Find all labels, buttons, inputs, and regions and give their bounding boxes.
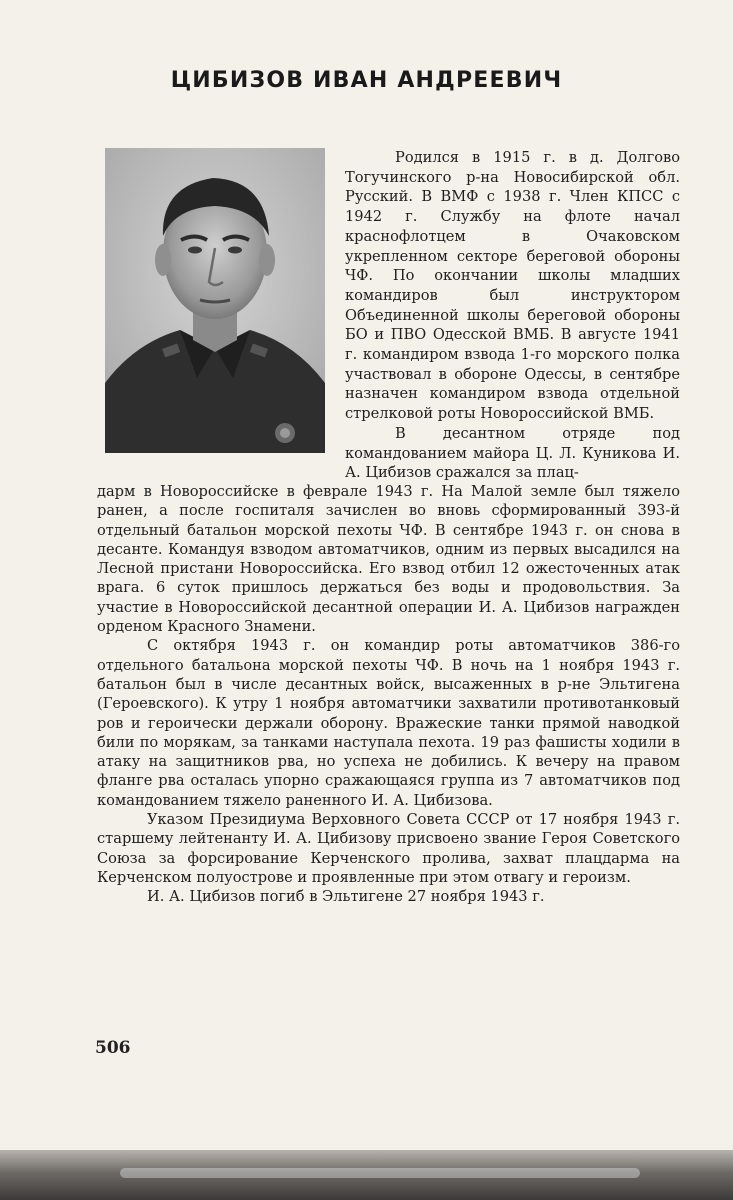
- page-title: ЦИБИЗОВ ИВАН АНДРЕЕВИЧ: [170, 68, 563, 93]
- paragraph: дарм в Новороссийске в феврале 1943 г. На Малой земле был тяжело ранен, а после госпиталя зачислен во вновь сформированный 393-й отдельный батальон морской пехоты ЧФ. В сентябре 1943 г. он снова в десанте. Командуя взводом автоматчиков, одним из первых высадился на Лесной пристани Новороссийска. Его взвод отбил 12 ожесточенных атак врага. 6 суток пришлось держаться без воды и продовольствия. За участие в Новороссийской десантной операции И. А. Цибизов награжден орденом Красного Знамени.: [97, 483, 680, 636]
- paragraph: И. А. Цибизов погиб в Эльтигене 27 ноября 1943 г.: [147, 888, 545, 906]
- portrait-photo: [105, 148, 325, 453]
- column-text: [345, 148, 680, 483]
- page-number: 506: [95, 1038, 131, 1058]
- full-width-text: [97, 482, 680, 907]
- paragraph: Указом Президиума Верховного Совета СССР от 17 ноября 1943 г. старшему лейтенанту И. А. Цибизову присвоено звание Героя Советского Союза за форсирование Керченского пролива, захват плацдарма на Керченском полуострове и проявленные при этом отвагу и героизм.: [97, 811, 680, 886]
- paragraph: С октября 1943 г. он командир роты автоматчиков 386-го отдельного батальона морской пехоты ЧФ. В ночь на 1 ноября 1943 г. батальон был в числе десантных войск, высаженных в р-не Эльтигена (Героевского). К утру 1 ноября автоматчики захватили противотанковый ров и героически держали оборону. Вражеские танки прямой наводкой били по морякам, за танками наступала пехота. 19 раз фашисты ходили в атаку на защитников рва, но успеха не добились. К вечеру на правом фланге рва осталась упорно сражающаяся группа из 7 автоматчиков под командованием тяжело раненного И. А. Цибизова.: [97, 637, 680, 809]
- scan-edge-highlight: [120, 1168, 640, 1178]
- portrait-icon: [105, 148, 325, 453]
- paragraph: Родился в 1915 г. в д. Долгово Тогучинского р-на Новосибирской обл. Русский. В ВМФ с 1938 г. Член КПСС с 1942 г. Службу на флоте начал краснофлотцем в Очаковском укрепленном секторе береговой обороны ЧФ. По окончании школы младших командиров был инструктором Объединенной школы береговой обороны БО и ПВО Одесской ВМБ. В августе 1941 г. командиром взвода 1-го морского полка участвовал в обороне Одессы, в сентябре назначен командиром взвода отдельной стрелковой роты Новороссийской ВМБ.: [345, 149, 680, 423]
- paragraph: В десантном отряде под командованием майора Ц. Л. Куникова И. А. Цибизов сражался за плац-: [345, 424, 680, 482]
